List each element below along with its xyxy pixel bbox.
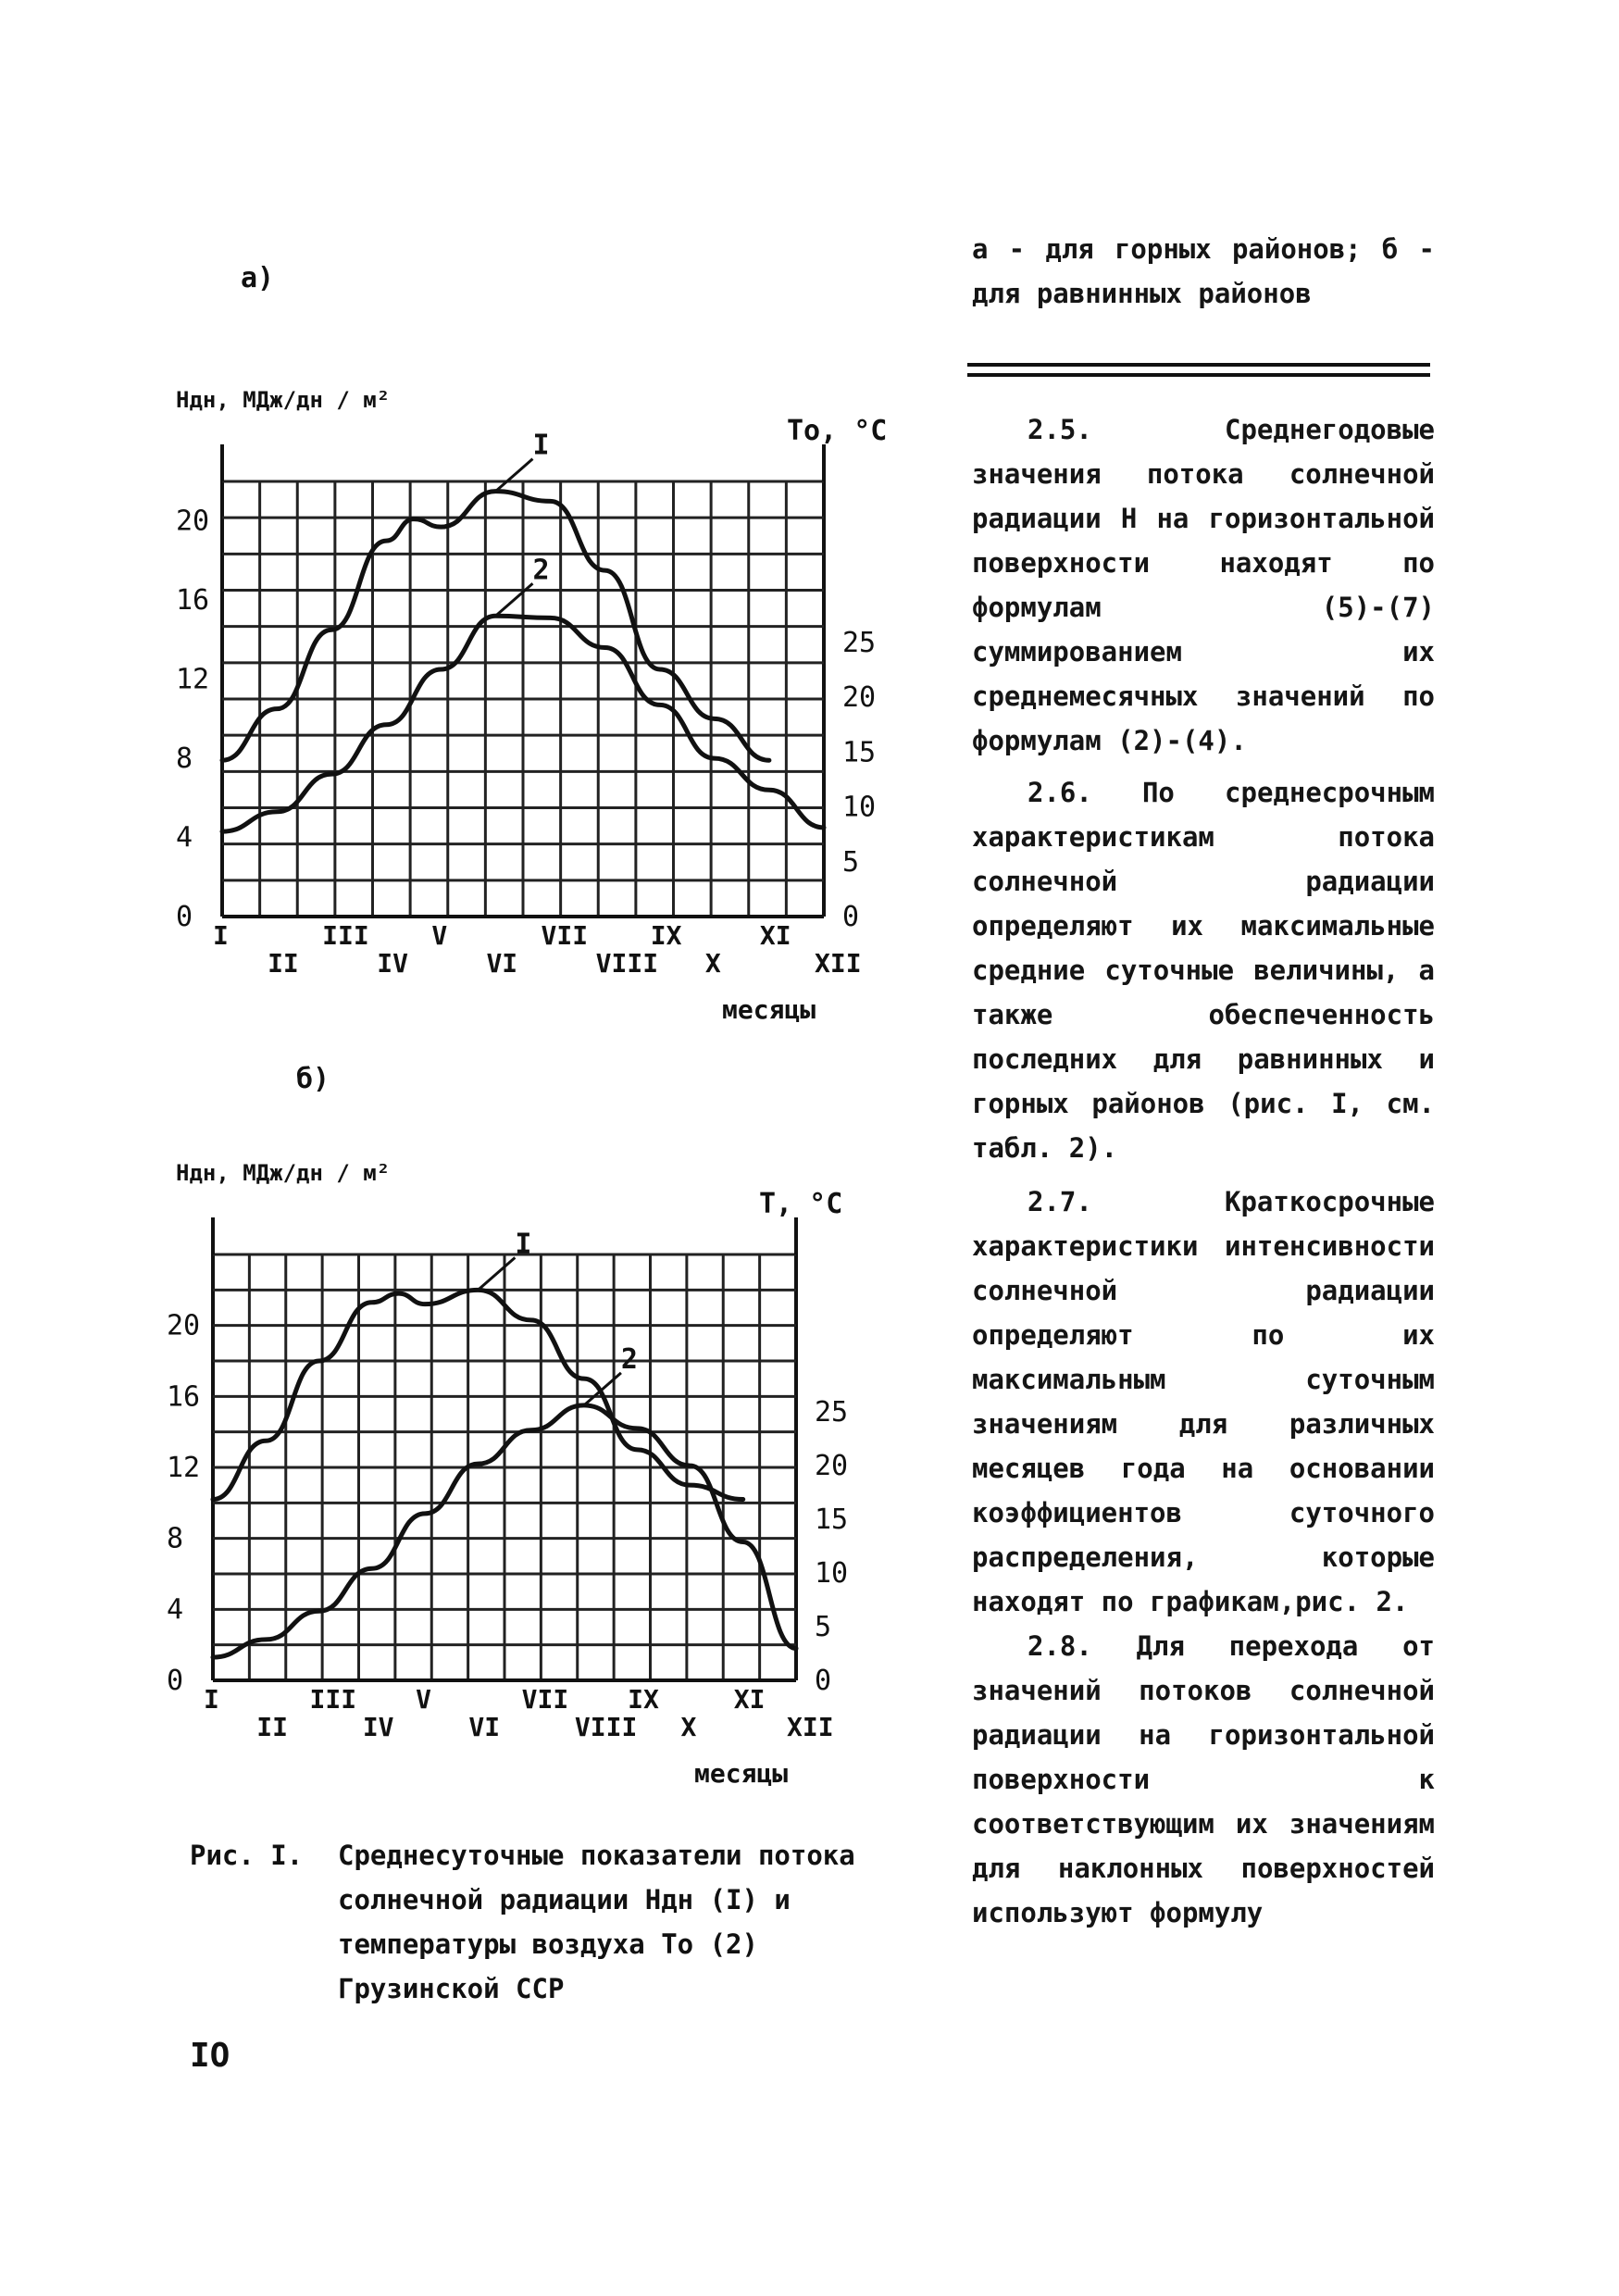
chart-a (176, 262, 898, 1046)
x-tick-label: IX (628, 1684, 659, 1715)
x-tick-label: VII (541, 920, 589, 951)
y-right-tick-label: 20 (842, 681, 877, 715)
y-left-tick-label: 4 (167, 1593, 184, 1627)
series-label: I (515, 1228, 532, 1261)
x-tick-label: I (213, 920, 229, 951)
y-left-tick-label: 16 (167, 1380, 201, 1414)
x-tick-label: VI (486, 948, 518, 979)
paragraph-2-8: 2.8. Для перехода от значений потоков солнечной радиации на горизонтальной поверхности к соответствующим их значениям для наклонных поверхностей используют формулу (972, 1630, 1435, 1928)
y-right-tick-label: 15 (842, 736, 877, 769)
series-label: I (532, 429, 550, 462)
chart-b (167, 1063, 898, 1819)
x-tick-label: II (256, 1712, 288, 1742)
series-label: 2 (620, 1342, 638, 1376)
paragraph-2-6: 2.6. По среднесрочным характеристикам потока солнечной радиации определяют их максимальные средние суточные величины, а также обеспеченность последних для равнинных и горных районов (рис. I, см. табл. 2). (972, 777, 1435, 1164)
figure-caption-text: Среднесуточные показатели потока солнечной радиации Hдн (I) и температуры воздуха To (2) Грузинской ССР (338, 1840, 855, 2004)
y-left-tick-label: 0 (167, 1665, 184, 1697)
x-tick-label: XI (759, 920, 791, 951)
x-tick-label: X (680, 1712, 697, 1742)
y-left-axis-label: Hдн, МДж/дн / м² (176, 387, 391, 413)
x-tick-label: VII (521, 1684, 569, 1715)
x-tick-label: III (309, 1684, 357, 1715)
y-left-tick-label: 12 (176, 663, 210, 696)
x-axis-label: месяцы (694, 1758, 789, 1789)
y-right-tick-label: 25 (842, 626, 877, 659)
x-tick-label: III (322, 920, 369, 951)
x-tick-label: II (268, 948, 299, 979)
y-left-tick-label: 12 (167, 1452, 201, 1484)
x-tick-label: VI (468, 1712, 501, 1742)
x-tick-label: VIII (574, 1712, 638, 1742)
y-left-tick-label: 20 (167, 1309, 201, 1342)
x-tick-label: IV (377, 948, 408, 979)
y-left-tick-label: 8 (167, 1522, 184, 1555)
chart-b-svg (167, 1063, 898, 1819)
y-left-tick-label: 0 (176, 901, 193, 933)
figure-caption-label: Рис. I. (190, 1840, 304, 1871)
x-tick-label: XI (733, 1684, 766, 1715)
x-tick-label: IV (362, 1712, 394, 1742)
y-right-tick-label: 15 (815, 1504, 849, 1537)
y-left-tick-label: 20 (176, 505, 210, 538)
y-left-tick-label: 4 (176, 821, 193, 855)
paragraph-2-7: 2.7. Краткосрочные характеристики интенсивности солнечной радиации определяют по их максимальным суточным значениям для различных месяцев года на основании коэффициентов суточного распределения, которые находят по графикам,рис. 2. (972, 1186, 1435, 1617)
panel-label: а) (241, 262, 275, 294)
y-right-axis-label: To, °C (787, 415, 888, 447)
x-tick-label: V (431, 920, 448, 951)
y-right-tick-label: 0 (815, 1665, 832, 1697)
series-label-leader (495, 459, 532, 492)
x-tick-label: X (704, 948, 721, 979)
y-right-tick-label: 10 (815, 1557, 849, 1591)
double-rule-bottom (967, 373, 1430, 377)
top-note: а - для горных районов; б - для равнинных районов (972, 233, 1435, 309)
y-right-tick-label: 5 (842, 845, 860, 879)
x-axis-label: месяцы (722, 994, 816, 1025)
double-rule-top (967, 363, 1430, 367)
x-tick-label: I (204, 1684, 219, 1715)
x-tick-label: V (416, 1684, 431, 1715)
y-right-tick-label: 10 (842, 791, 877, 824)
x-tick-label: XII (787, 1712, 834, 1742)
panel-label: б) (296, 1063, 330, 1095)
series-label: 2 (532, 554, 550, 587)
y-left-axis-label: Hдн, МДж/дн / м² (176, 1160, 391, 1186)
y-right-tick-label: 5 (815, 1611, 832, 1644)
x-tick-label: XII (815, 948, 862, 979)
x-tick-label: IX (650, 920, 682, 951)
chart-a-svg (176, 262, 898, 1046)
paragraph-2-5: 2.5. Среднегодовые значения потока солнечной радиации Н на горизонтальной поверхности находят по формулам (5)-(7) суммированием их среднемесячных значений по формулам (2)-(4). (972, 414, 1435, 756)
y-left-tick-label: 8 (176, 742, 193, 776)
y-right-tick-label: 25 (815, 1396, 849, 1429)
x-tick-label: VIII (595, 948, 659, 979)
y-right-tick-label: 0 (842, 901, 860, 933)
series-label-leader (495, 583, 532, 616)
series-label-leader (478, 1257, 515, 1290)
y-left-tick-label: 16 (176, 584, 210, 618)
y-right-tick-label: 20 (815, 1450, 849, 1483)
page-number: IO (190, 2037, 230, 2075)
y-right-axis-label: T, °C (759, 1188, 843, 1220)
